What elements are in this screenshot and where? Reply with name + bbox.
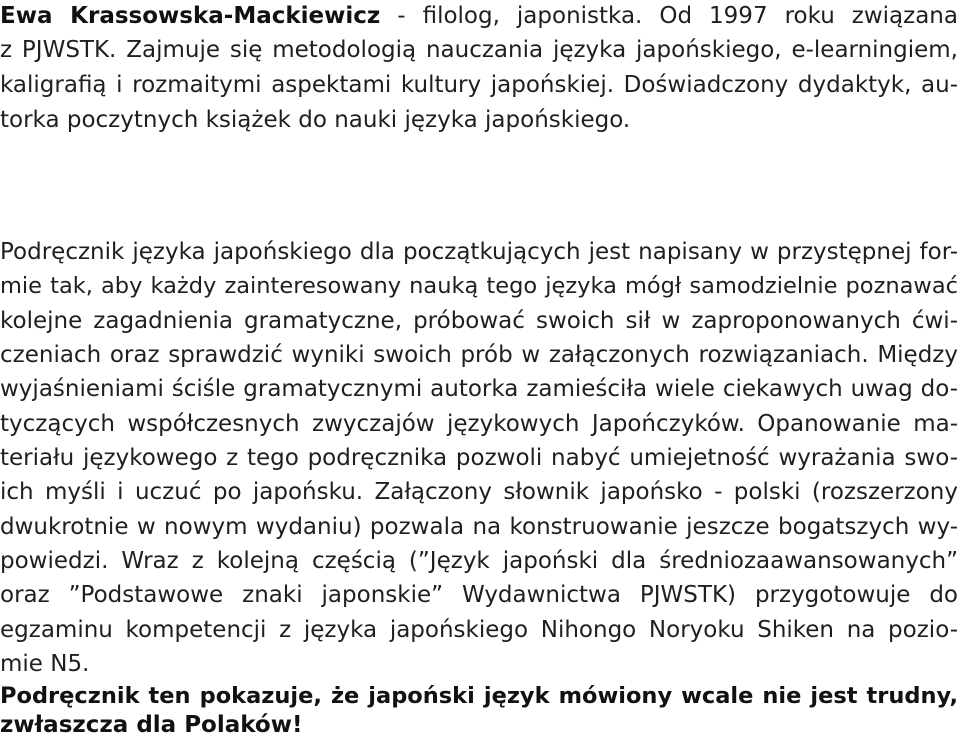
desc-line: ich myśli i uczuć po japońsku. Załączony słownik japońsko - polski (rozszerzony bbox=[0, 479, 958, 505]
closing-line-1: Podręcznik ten pokazuje, że japoński język mówiony wcale nie jest trudny, bbox=[0, 683, 958, 709]
desc-line: mie tak, aby każdy zainteresowany nauką tego języka mógł samodzielnie poznawać bbox=[0, 273, 958, 299]
desc-line: czeniach oraz sprawdzić wyniki swoich prób w załączonych rozwiązaniach. Między bbox=[0, 342, 958, 368]
desc-line: Podręcznik języka japońskiego dla początkujących jest napisany w przystępnej for- bbox=[0, 239, 958, 265]
bio-line-1 bbox=[0, 0, 958, 32]
desc-line: oraz ”Podstawowe znaki japonskie” Wydawnictwa PJWSTK) przygotowuje do bbox=[0, 582, 958, 608]
closing-line-2: zwłaszcza dla Polaków! bbox=[0, 712, 303, 738]
desc-line: wyjaśnieniami ściśle gramatycznymi autorka zamieściła wiele ciekawych uwag do- bbox=[0, 376, 958, 402]
bio-line-4: torka poczytnych książek do nauki języka japońskiego. bbox=[0, 107, 631, 133]
bio-line-1-rest: - filolog, japonistka. Od 1997 roku związana bbox=[380, 3, 958, 29]
bio-line-3: kaligrafią i rozmaitymi aspektami kultury japońskiej. Doświadczony dydaktyk, au- bbox=[0, 72, 958, 98]
desc-line: teriału językowego z tego podręcznika pozwoli nabyć umiejetność wyrażania swo- bbox=[0, 445, 958, 471]
desc-line: tyczących współczesnych zwyczajów językowych Japończyków. Opanowanie ma- bbox=[0, 411, 958, 437]
desc-line: powiedzi. Wraz z kolejną częścią (”Język japoński dla średniozaawansowanych” bbox=[0, 548, 958, 574]
desc-line: kolejne zagadnienia gramatyczne, próbować swoich sił w zaproponowanych ćwi- bbox=[0, 308, 958, 334]
desc-line: mie N5. bbox=[0, 651, 90, 677]
desc-line: egzaminu kompetencji z języka japońskiego Nihongo Noryoku Shiken na pozio- bbox=[0, 617, 958, 643]
bio-line-2: z PJWSTK. Zajmuje się metodologią nauczania języka japońskiego, e-learningiem, bbox=[0, 37, 958, 63]
desc-line: dwukrotnie w nowym wydaniu) pozwala na konstruowanie jeszcze bogatszych wy- bbox=[0, 514, 958, 540]
author-name: Ewa Krassowska-Mackiewicz bbox=[0, 3, 381, 29]
